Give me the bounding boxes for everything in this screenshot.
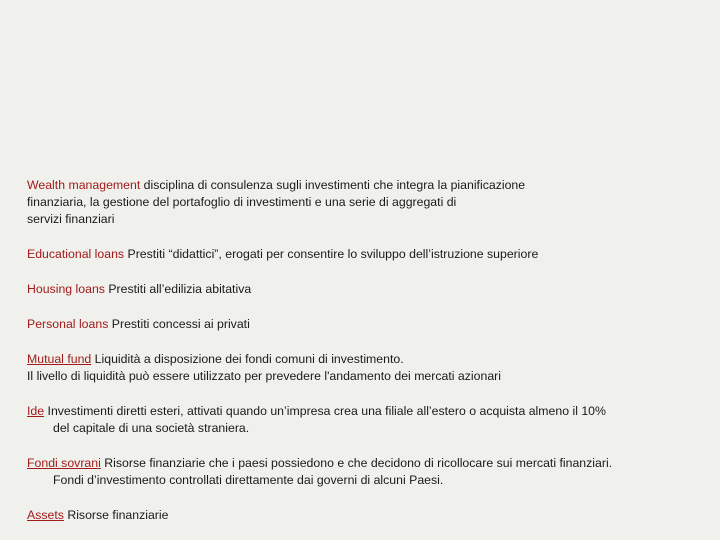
term-ide: Ide	[27, 404, 45, 418]
definition-line: finanziaria, la gestione del portafoglio di investimenti e una serie di aggregati di	[27, 195, 457, 209]
definition-line: disciplina di consulenza sugli investimenti che integra la pianificazione	[140, 178, 526, 192]
entry-personal-loans	[27, 316, 707, 333]
definition-line: del capitale di una società straniera.	[53, 421, 250, 435]
entry-fondi-sovrani	[27, 455, 707, 489]
term-mutual-fund: Mutual fund	[27, 352, 92, 366]
definition-line: Risorse finanziarie che i paesi possiedono e che decidono di ricollocare sui mercati finanziari.	[100, 456, 613, 470]
term-assets: Assets	[27, 508, 64, 522]
term-fondi-sovrani: Fondi sovrani	[27, 456, 101, 470]
definition-line: Il livello di liquidità può essere utilizzato per prevedere l'andamento dei mercati azionari	[27, 369, 501, 383]
entry-wealth-management	[27, 177, 707, 228]
definition-line: Prestiti “didattici”, erogati per consentire lo sviluppo dell’istruzione superiore	[124, 247, 539, 261]
term-personal-loans: Personal loans	[27, 317, 109, 331]
term-housing-loans: Housing loans	[27, 282, 105, 296]
entry-ide	[27, 403, 707, 437]
entry-educational-loans	[27, 246, 707, 263]
term-educational-loans: Educational loans	[27, 247, 125, 261]
definition-line: servizi finanziari	[27, 212, 115, 226]
entry-mutual-fund	[27, 351, 707, 385]
entry-assets	[27, 507, 707, 524]
entry-housing-loans	[27, 281, 707, 298]
definition-line: Fondi d’investimento controllati direttamente dai governi di alcuni Paesi.	[53, 473, 444, 487]
definition-line: Liquidità a disposizione dei fondi comuni di investimento.	[91, 352, 404, 366]
definition-line: Investimenti diretti esteri, attivati quando un’impresa crea una filiale all’estero o acquista almeno il 10%	[44, 404, 606, 418]
definition-line: Risorse finanziarie	[63, 508, 169, 522]
definition-line: Prestiti all’edilizia abitativa	[104, 282, 252, 296]
glossary-slide	[27, 177, 707, 524]
definition-line: Prestiti concessi ai privati	[108, 317, 250, 331]
term-wealth-management: Wealth management	[27, 178, 141, 192]
